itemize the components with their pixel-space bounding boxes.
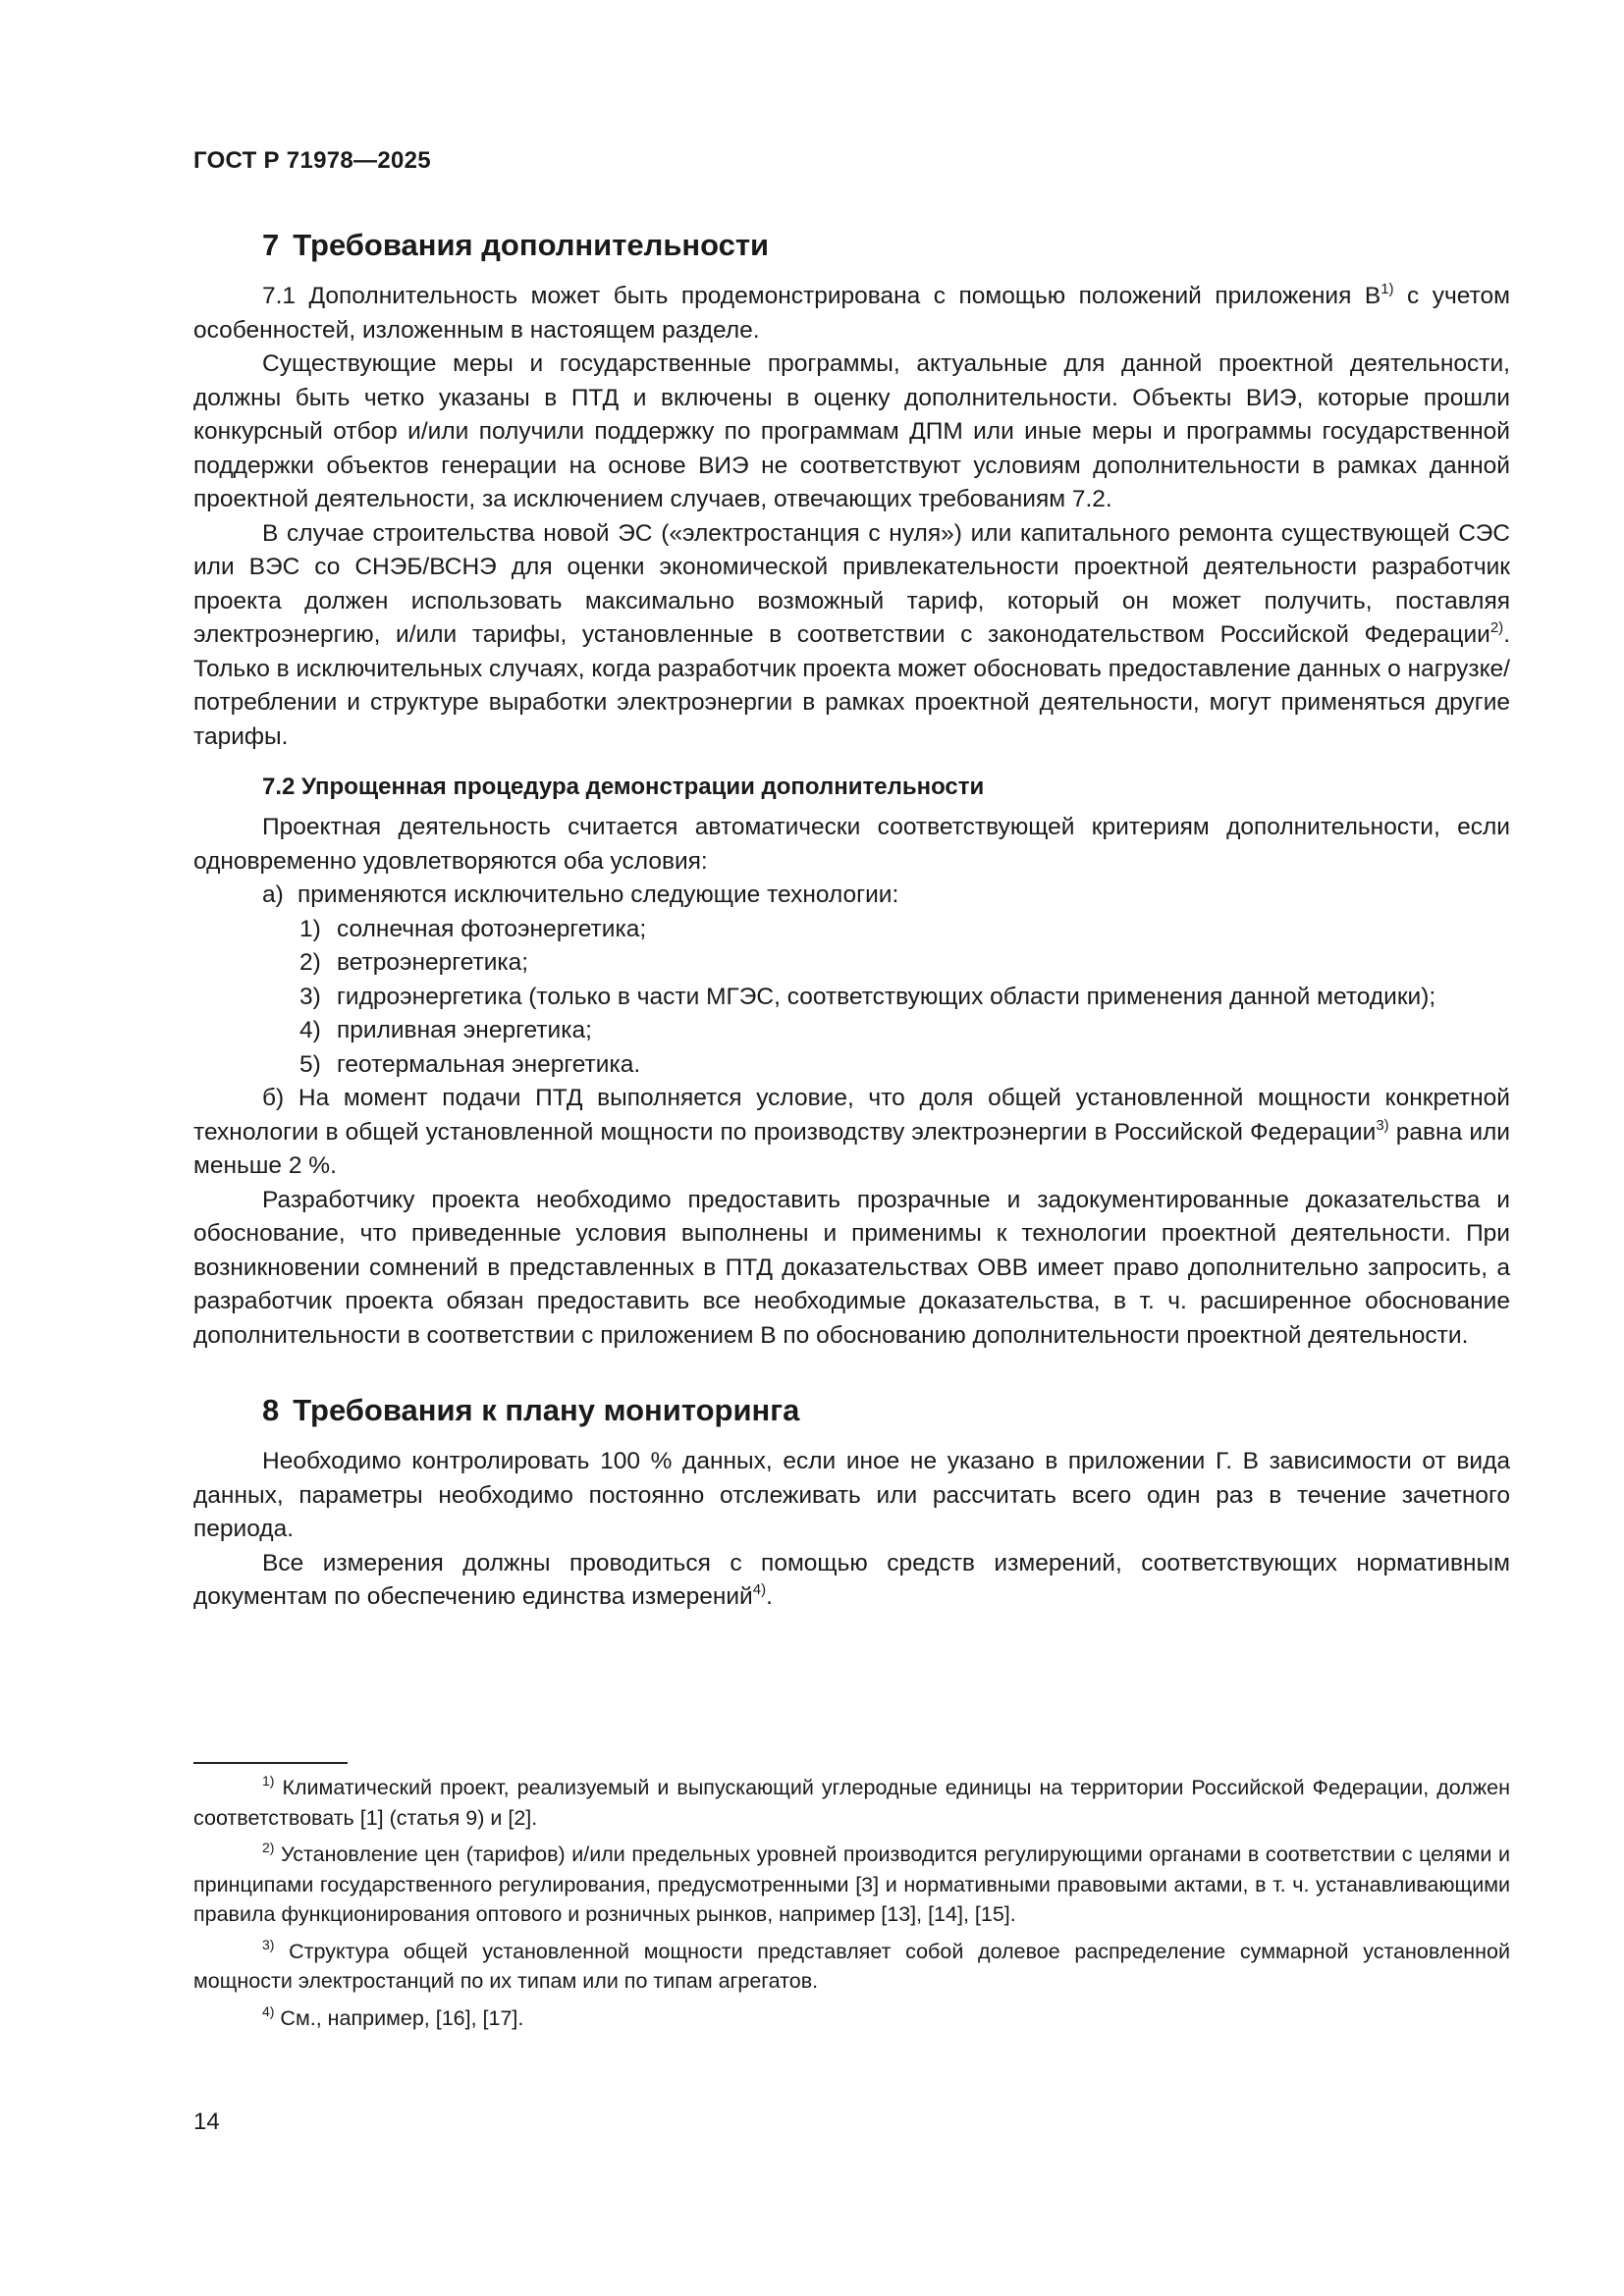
- footnote: $^{1)}$ Климатический проект, реализуемый и выпускающий углеродные единицы на территории Российской Федерации, должен соответствовать [1] (статья 9) и [2].: [193, 1773, 1510, 1830]
- technology-list: [193, 913, 1510, 1083]
- subsection-7-2-intro: Проектная деятельность считается автоматически соответствующей критериям дополнительности, если одновременно удовлетворяются оба условия:: [193, 814, 1510, 875]
- paragraph-7-2-evidence: Разработчику проекта необходимо предоставить прозрачные и задокументированные доказательства и обоснование, что приведенные условия выполнены и применимы к технологии проектной деятельности. При возникновении сомнений в представленных в ПТД доказательствах ОВВ имеет право дополнительно запросить, а разработчик проекта обязан предоставить все необходимые доказательства, в т. ч. расширенное обоснование дополнительности в соответствии с приложением В по обоснованию дополнительности проектной деятельности.: [193, 1186, 1510, 1349]
- paragraph-7-1-measures: Существующие меры и государственные программы, актуальные для данной проектной деятельности, должны быть четко указаны в ПТД и включены в оценку дополнительности. Объекты ВИЭ, которые прошли конкурсный отбор и/или получили поддержку по программам ДПМ или иные меры и программы государственной поддержки объектов генерации на основе ВИЭ не соответствуют условиям дополнительности в рамках данной проектной деятельности, за исключением случаев, отвечающих требованиям 7.2.: [193, 350, 1510, 512]
- footnote: $^{3)}$ Структура общей установленной мощности представляет собой долевое распределение суммарной установленной мощности электростанций по их типам или по типам агрегатов.: [193, 1936, 1510, 1993]
- footnote-ref-1: 1): [1380, 281, 1394, 297]
- condition-a-text: применяются исключительно следующие технологии:: [298, 881, 899, 908]
- footnote-separator: [193, 1762, 348, 1764]
- list-item: 2) ветроэнергетика;: [299, 949, 529, 976]
- paragraph-8-data: Необходимо контролировать 100 % данных, если иное не указано в приложении Г. В зависимости от вида данных, параметры необходимо постоянно отслеживать или рассчитать всего один раз в течение зачетного периода.: [193, 1448, 1510, 1542]
- section-7-number: 7: [262, 228, 280, 262]
- condition-a: [193, 879, 1510, 913]
- paragraph-8-measurements: Все измерения должны проводиться с помощью средств измерений, соответствующих нормативным документам по обеспечению единства измерений$^{4)}$.: [193, 1549, 1510, 1610]
- section-8-number: 8: [262, 1393, 280, 1427]
- footnote-mark: 3): [262, 1936, 275, 1952]
- section-7-heading: [262, 221, 1510, 270]
- condition-a-label: а): [262, 881, 284, 908]
- footnote-mark: 1): [262, 1773, 275, 1789]
- footnote-mark: 2): [262, 1840, 275, 1855]
- list-item: 1) солнечная фотоэнергетика;: [299, 915, 647, 942]
- list-item: 3) гидроэнергетика (только в части МГЭС, соответствующих области применения данной методики);: [299, 983, 1436, 1010]
- footnote-ref-2: 2): [1489, 619, 1504, 636]
- condition-b: б) На момент подачи ПТД выполняется условие, что доля общей установленной мощности конкретной технологии в общей установленной мощности по производству электроэнергии в Российской Федерации$^{3)}$ равна или меньше 2 %.: [193, 1085, 1510, 1179]
- subsection-7-2-heading: 7.2 Упрощенная процедура демонстрации дополнительности: [262, 774, 985, 800]
- section-8-title: Требования к плану мониторинга: [293, 1393, 800, 1427]
- footnote: $^{2)}$ Установление цен (тарифов) и/или предельных уровней производится регулирующими органами в соответствии с целями и принципами государственного регулирования, предусмотренными [3] и нормативными правовыми актами, в т. ч. устанавливающими правила функционирования оптового и розничных рынков, например [13], [14], [15].: [193, 1840, 1510, 1926]
- section-7-title: Требования дополнительности: [293, 228, 770, 262]
- footnote: $^{4)}$ См., например, [16], [17].: [262, 2002, 524, 2030]
- paragraph-7-1-tariffs: В случае строительства новой ЭС («электростанция с нуля») или капитального ремонта существующей СЭС или ВЭС со СНЭБ/ВСНЭ для оценки экономической привлекательности проектной деятельности разработчик проекта должен использовать максимально возможный тариф, который он может получить, поставляя электроэнергию, и/или тарифы, установленные в соответствии с законодательством Российской Федерации$^{2)}$. Только в исключительных случаях, когда разработчик проекта может обосновать предоставление данных о нагрузке/потреблении и структуре выработки электроэнергии в рамках проектной деятельности, могут применяться другие тарифы.: [193, 519, 1510, 750]
- footnotes: [193, 1773, 1510, 2040]
- page-body: [193, 221, 1510, 1615]
- list-item: 5) геотермальная энергетика.: [299, 1050, 641, 1078]
- paragraph-7-1: 7.1 Дополнительность может быть продемонстрирована с помощью положений приложения $В^{1)}$ с учетом особенностей, изложенным в настоящем разделе.: [193, 281, 1511, 344]
- footnote-ref-3: 3): [1376, 1116, 1389, 1134]
- footnote-mark: 4): [262, 2002, 275, 2019]
- section-8-heading: [262, 1386, 1510, 1435]
- list-item: 4) приливная энергетика;: [299, 1017, 592, 1043]
- page-number: 14: [193, 2109, 220, 2135]
- footnote-ref-4: 4): [752, 1581, 767, 1598]
- document-id-header: ГОСТ Р 71978—2025: [193, 147, 431, 174]
